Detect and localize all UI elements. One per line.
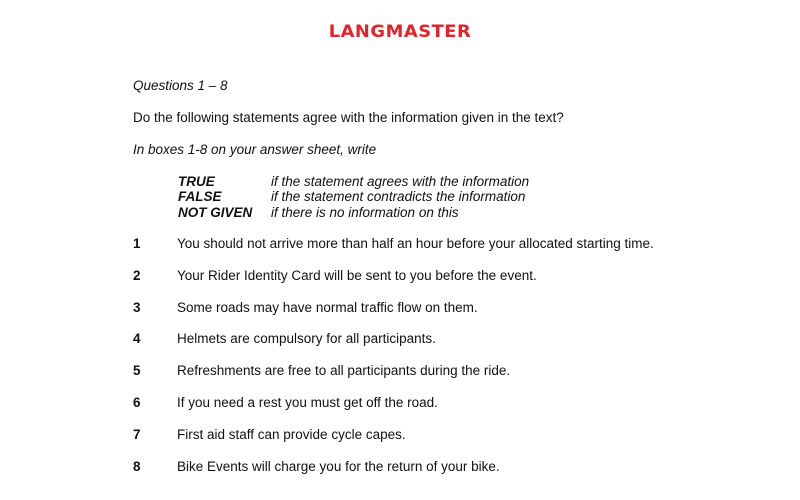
questions-heading: Questions 1 – 8 — [133, 78, 228, 93]
legend-key: FALSE — [178, 189, 222, 204]
sub-instruction: In boxes 1-8 on your answer sheet, write — [133, 142, 377, 157]
question-number: 7 — [133, 426, 141, 442]
langmaster-logo: LANGMASTER — [328, 22, 472, 42]
question-text: First aid staff can provide cycle capes. — [177, 426, 406, 442]
question-number: 2 — [133, 267, 141, 283]
question-text: Refreshments are free to all participants during the ride. — [177, 363, 511, 379]
question-text: Helmets are compulsory for all participants. — [177, 331, 436, 347]
legend-key: TRUE — [178, 174, 215, 189]
question-text: You should not arrive more than half an hour before your allocated starting time. — [177, 236, 654, 251]
question-number: 1 — [133, 236, 141, 251]
question-number: 5 — [133, 363, 141, 379]
legend-desc: if the statement contradicts the information — [271, 189, 526, 204]
question-text: If you need a rest you must get off the road. — [177, 395, 438, 410]
question-text: Some roads may have normal traffic flow on them. — [177, 299, 478, 315]
question-text: Your Rider Identity Card will be sent to you before the event. — [177, 267, 537, 283]
legend-desc: if the statement agrees with the information — [271, 174, 530, 189]
question-number: 8 — [133, 458, 141, 474]
legend-key: NOT GIVEN — [178, 205, 253, 220]
question-number: 4 — [133, 331, 141, 347]
question-number: 6 — [133, 395, 141, 410]
legend-desc: if there is no information on this — [271, 205, 459, 220]
question-text: Bike Events will charge you for the return of your bike. — [177, 458, 500, 474]
question-number: 3 — [133, 299, 141, 315]
instruction: Do the following statements agree with the information given in the text? — [133, 110, 564, 125]
